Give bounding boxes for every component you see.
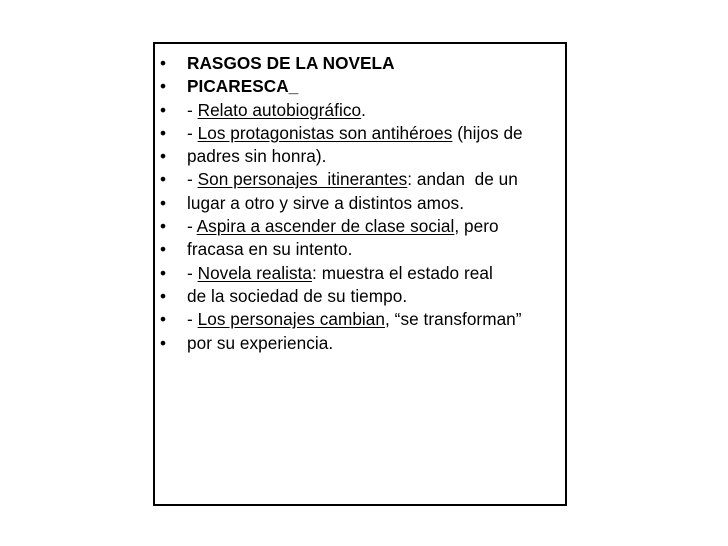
item-prefix: - (187, 122, 198, 143)
bullet-marker: • (160, 332, 167, 353)
item-prefix: - (187, 309, 198, 330)
bullet-marker: • (160, 76, 167, 97)
bullet-item (155, 145, 565, 168)
item-suffix: . (361, 99, 366, 120)
heading-line-2: PICARESCA_ (187, 76, 299, 97)
bullet-list (155, 44, 565, 355)
bullet-item (155, 238, 565, 261)
item-text: fracasa en su intento. (187, 239, 353, 260)
bullet-item (155, 215, 565, 238)
bullet-marker: • (160, 216, 167, 237)
bullet-item (155, 332, 565, 355)
item-text: por su experiencia. (187, 332, 334, 353)
feature-realista: Novela realista (197, 262, 313, 283)
item-suffix: , pero (454, 216, 499, 237)
bullet-item (155, 308, 565, 331)
text-box (153, 42, 567, 506)
bullet-item (155, 122, 565, 145)
bullet-marker: • (160, 262, 167, 283)
bullet-item (155, 168, 565, 191)
bullet-item (155, 52, 565, 75)
item-text: padres sin honra). (187, 146, 327, 167)
feature-cambian: Los personajes cambian (197, 309, 386, 330)
bullet-marker: • (160, 53, 167, 73)
item-text: lugar a otro y sirve a distintos amos. (187, 192, 465, 213)
bullet-marker: • (160, 169, 167, 190)
bullet-item (155, 99, 565, 122)
heading-line-1: RASGOS DE LA NOVELA (187, 53, 395, 73)
bullet-marker: • (160, 309, 167, 330)
bullet-item (155, 262, 565, 285)
item-prefix: - (187, 99, 198, 120)
feature-antiheroes: Los protagonistas son antihéroes (197, 122, 453, 143)
bullet-marker: • (160, 285, 167, 306)
item-suffix: , “se transforman” (385, 309, 522, 330)
item-suffix: (hijos de (452, 122, 523, 143)
bullet-marker: • (160, 99, 167, 120)
item-prefix: - (187, 169, 198, 190)
bullet-item (155, 192, 565, 215)
bullet-marker: • (160, 192, 167, 213)
item-suffix: : andan de un (407, 169, 518, 190)
bullet-marker: • (160, 122, 167, 143)
feature-ascender: Aspira a ascender de clase social (196, 216, 455, 237)
item-suffix: : muestra el estado real (312, 262, 493, 283)
item-text: de la sociedad de su tiempo. (187, 285, 408, 306)
bullet-item (155, 75, 565, 98)
item-prefix: - (187, 216, 197, 237)
feature-relato: Relato autobiográfico (197, 99, 362, 120)
item-prefix: - (187, 262, 198, 283)
bullet-item (155, 285, 565, 308)
bullet-marker: • (160, 239, 167, 260)
feature-itinerantes: Son personajes itinerantes (197, 169, 408, 190)
bullet-marker: • (160, 146, 167, 167)
